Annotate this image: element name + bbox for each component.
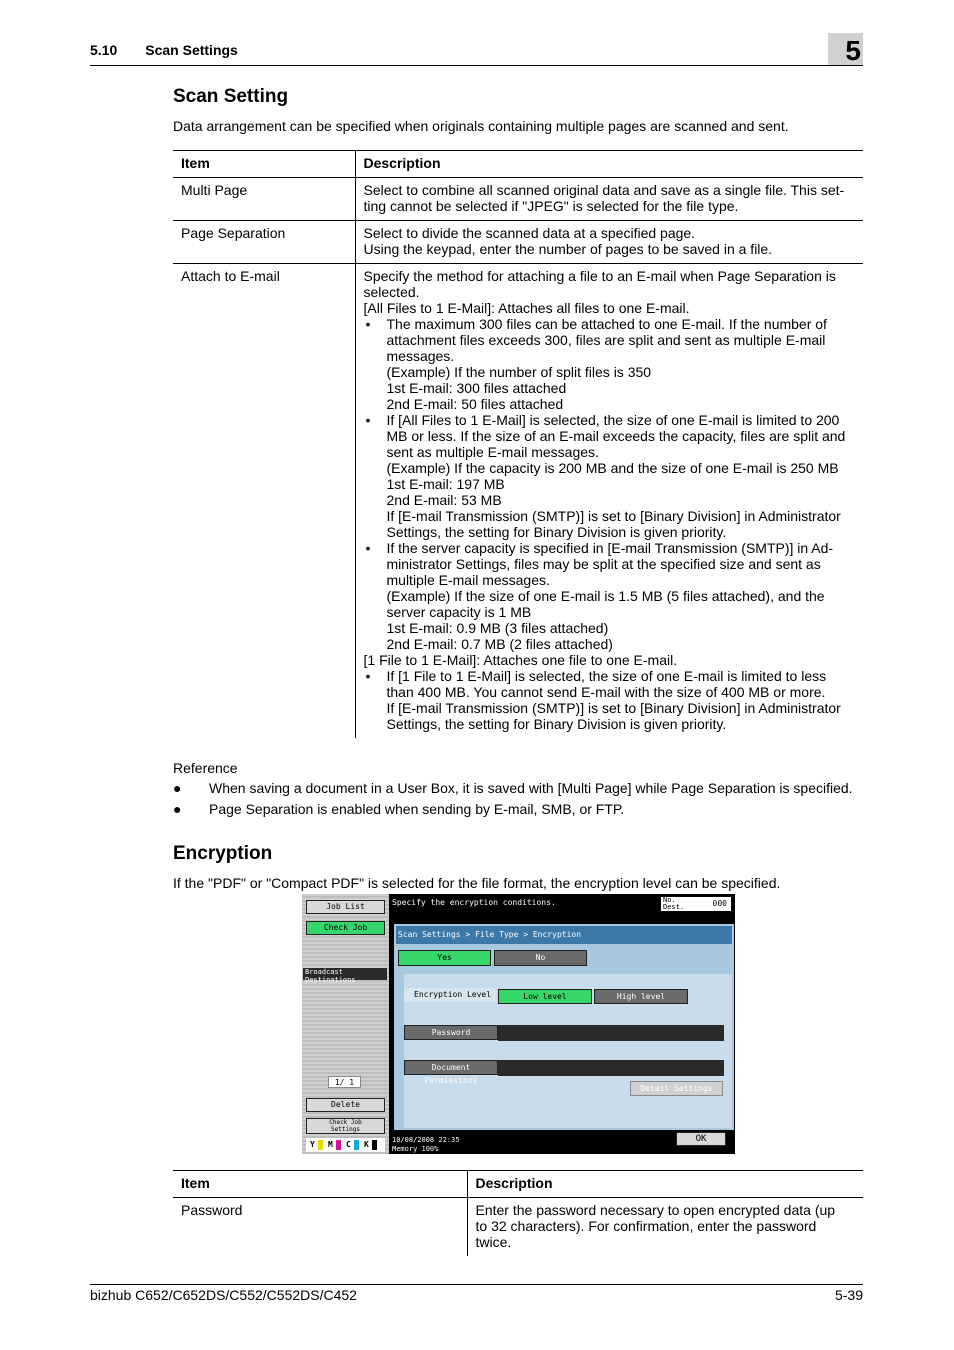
row-item: Attach to E-mail (181, 268, 280, 284)
password-button[interactable]: Password (404, 1025, 498, 1040)
document-permissions-button[interactable]: Document Permissions (404, 1060, 498, 1075)
memory-status: Memory 100% (392, 1145, 439, 1153)
detail-settings-button[interactable]: Detail Settings (630, 1081, 723, 1096)
date-time: 10/08/2008 22:35 (392, 1136, 460, 1144)
section-number: 5.10 (90, 42, 118, 58)
footer-model: bizhub C652/C652DS/C552/C552DS/C452 (90, 1287, 357, 1303)
message-text: Specify the encryption conditions. (392, 898, 556, 907)
running-header (90, 42, 238, 58)
col-header-item: Item (173, 1171, 467, 1198)
reference-label: Reference (173, 760, 238, 776)
encryption-options (404, 974, 732, 1128)
table-row (173, 1198, 863, 1257)
delete-button[interactable]: Delete (306, 1098, 385, 1112)
broadcast-destinations-label: Broadcast Destinations (303, 968, 387, 980)
desc-line: selected. (363, 284, 420, 300)
destination-counter: No. Dest. 000 (661, 897, 731, 911)
row-item: Password (181, 1202, 243, 1218)
encryption-level-label: Encryption Level (404, 988, 496, 1002)
row-description: Enter the password necessary to open encrypted data (up to 32 characters). For confirmation, enter the password twice. (467, 1198, 863, 1257)
chapter-number: 5 (828, 33, 863, 66)
toner-indicator: Y M C K (306, 1138, 385, 1152)
col-header-description: Description (355, 151, 863, 178)
row-description (355, 221, 863, 264)
footer-rule (90, 1284, 863, 1285)
bullet-item: • If the server capacity is specified in [E-mail Transmission (SMTP)] in Ad- ministrator Settings, files may be split at the specified size and sent as multiple E-mail messages. (Example) If the size of one E-mail is 1.5 MB (5 files attached), and the server capacity is 1 MB 1st E-mail: 0.9 MB (3 files attached) 2nd E-mail: 0.7 MB (2 files attached) (364, 540, 856, 652)
table-row (173, 264, 863, 739)
row-description (355, 264, 863, 739)
job-list-button[interactable]: Job List (306, 900, 385, 914)
table-row (173, 178, 863, 221)
encryption-table (173, 1170, 863, 1256)
password-field[interactable] (498, 1025, 724, 1041)
encryption-intro: If the "PDF" or "Compact PDF" is selected for the file format, the encryption level can be specified. (173, 875, 781, 891)
scan-setting-table (173, 150, 863, 738)
table-row (173, 221, 863, 264)
scan-setting-intro: Data arrangement can be specified when originals containing multiple pages are scanned and sent. (173, 118, 789, 134)
yes-button[interactable]: Yes (398, 950, 491, 966)
bullet-list (364, 668, 856, 732)
high-level-button[interactable]: High level (594, 989, 688, 1004)
col-header-item: Item (173, 151, 355, 178)
desc-line: Specify the method for attaching a file to an E-mail when Page Separation is (363, 268, 836, 284)
desc-line: Using the keypad, enter the number of pages to be saved in a file. (363, 241, 773, 257)
row-item: Page Separation (173, 221, 355, 264)
desc-line: Select to combine all scanned original data and save as a single file. This set- (363, 182, 845, 198)
no-button[interactable]: No (494, 950, 587, 966)
scan-setting-heading: Scan Setting (173, 86, 289, 107)
col-header-description: Description (467, 1171, 863, 1198)
control-panel-screenshot (302, 894, 735, 1154)
check-job-button[interactable]: Check Job (306, 921, 385, 935)
bullet-item: • If [1 File to 1 E-Mail] is selected, the size of one E-mail is limited to less than 400 MB. You cannot send E-mail with the size of 400 MB or more. If [E-mail Transmission (SMTP)] is set to [Binary Division] in Administrator Settings, the setting for Binary Division is given priority. (364, 668, 856, 732)
breadcrumb: Scan Settings > File Type > Encryption (396, 926, 732, 944)
page-counter: 1/ 1 (328, 1076, 361, 1088)
page-number: 5-39 (834, 1287, 863, 1303)
row-item: Multi Page (173, 178, 355, 221)
check-job-settings-button[interactable]: Check Job Settings (306, 1118, 385, 1134)
desc-line: Select to divide the scanned data at a specified page. (363, 225, 696, 241)
bullet-list (364, 316, 856, 652)
encryption-heading: Encryption (173, 843, 273, 864)
bullet-item: • If [All Files to 1 E-Mail] is selected, the size of one E-mail is limited to 200 MB or less. If the size of an E-mail exceeds the capacity, files are split and sent as multiple E-mail messages. (Example) If the capacity is 200 MB and the size of one E-mail is 250 MB 1st E-mail: 197 MB 2nd E-mail: 53 MB If [E-mail Transmission (SMTP)] is set to [Binary Division] in Administrator Settings, the setting for Binary Division is given priority. (364, 412, 856, 540)
settings-area (394, 924, 734, 1130)
ok-button[interactable]: OK (676, 1132, 726, 1146)
header-rule (90, 65, 863, 66)
section-title: Scan Settings (145, 42, 238, 58)
bullet-dot-icon: ● (173, 801, 182, 817)
desc-line: [1 File to 1 E-Mail]: Attaches one file to one E-mail. (363, 652, 678, 668)
message-bar (389, 894, 735, 924)
low-level-button[interactable]: Low level (498, 989, 592, 1004)
row-description (355, 178, 863, 221)
desc-line: [All Files to 1 E-Mail]: Attaches all files to one E-mail. (363, 300, 690, 316)
bullet-item: • The maximum 300 files can be attached to one E-mail. If the number of attachment files exceeds 300, files are split and sent as multiple E-mail messages. (Example) If the number of split files is 350 1st E-mail: 300 files attached 2nd E-mail: 50 files attached (364, 316, 856, 412)
document-permissions-field[interactable] (498, 1060, 724, 1076)
bullet-dot-icon: ● (173, 780, 182, 796)
desc-line: ting cannot be selected if "JPEG" is selected for the file type. (363, 198, 739, 214)
